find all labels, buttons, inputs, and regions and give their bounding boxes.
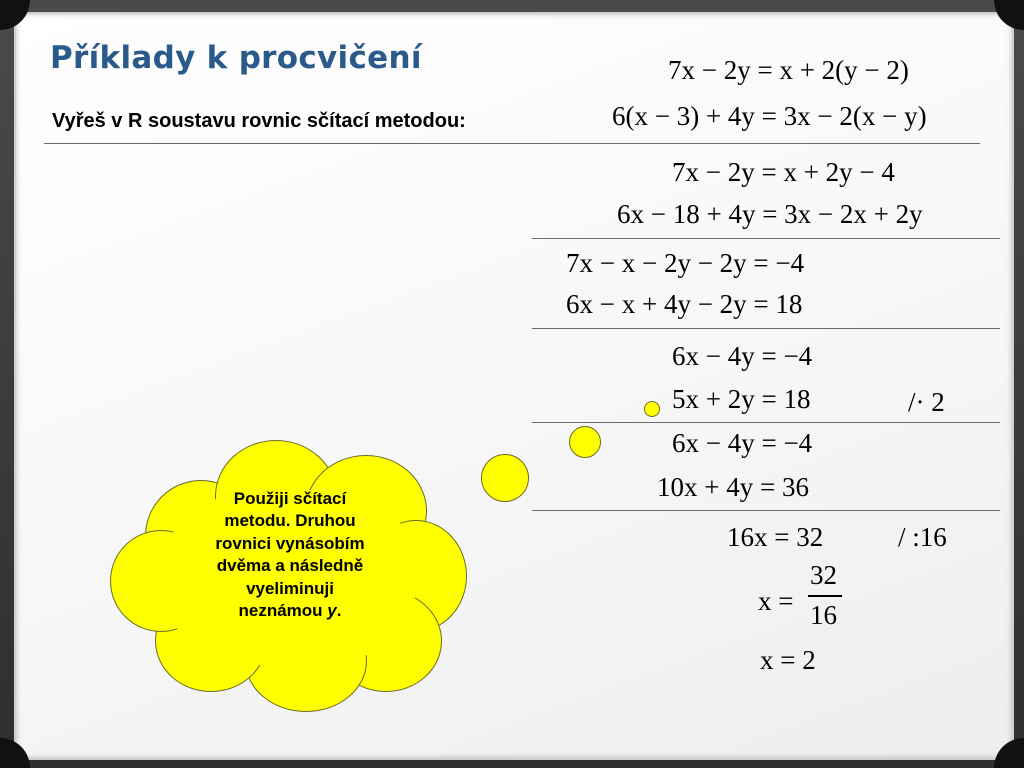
fraction-numerator: 32 bbox=[810, 560, 837, 590]
callout-text bbox=[105, 488, 475, 623]
callout-line: Použiji sčítací bbox=[233, 489, 347, 508]
step3-equation-1: 6x − 4y = −4 bbox=[672, 341, 813, 371]
system-equation-2: 6(x − 3) + 4y = 3x − 2(x − y) bbox=[612, 101, 927, 131]
callout-line: rovnici vynásobím bbox=[215, 533, 365, 553]
step2-equation-2: 6x − x + 4y − 2y = 18 bbox=[566, 289, 803, 319]
callout-line: dvěma a následně bbox=[216, 556, 364, 576]
step-divider bbox=[532, 422, 1000, 423]
callout-line-last bbox=[105, 600, 475, 622]
header-divider bbox=[44, 143, 980, 144]
step2-equation-1: 7x − x − 2y − 2y = −4 bbox=[566, 248, 805, 278]
callout-line: metodu. Druhou bbox=[224, 511, 356, 531]
cloud-callout bbox=[105, 430, 475, 720]
step3-equation-2: 5x + 2y = 18 bbox=[672, 384, 811, 414]
step1-equation-2: 6x − 18 + 4y = 3x − 2x + 2y bbox=[617, 199, 923, 229]
task-instruction: Vyřeš v R soustavu rovnic sčítací metodou: bbox=[52, 110, 466, 132]
system-equation-1: 7x − 2y = x + 2(y − 2) bbox=[668, 55, 909, 85]
step-divider bbox=[532, 238, 1000, 239]
step4-equation-1: 6x − 4y = −4 bbox=[672, 428, 813, 458]
multiply-operation: /· 2 bbox=[908, 387, 945, 417]
slide-title: Příklady k procvičení bbox=[50, 40, 422, 76]
fraction-equation bbox=[758, 560, 858, 632]
step1-equation-1: 7x − 2y = x + 2y − 4 bbox=[672, 157, 895, 187]
divide-operation: / :16 bbox=[898, 522, 947, 552]
step-divider bbox=[532, 328, 1000, 329]
thought-bubble-small bbox=[644, 401, 660, 417]
thought-bubble-medium bbox=[569, 426, 601, 458]
callout-line: vyeliminuji bbox=[246, 578, 334, 598]
sum-equation: 16x = 32 bbox=[727, 522, 824, 552]
result-equation: x = 2 bbox=[760, 645, 816, 675]
callout-last-prefix: neznámou bbox=[238, 601, 328, 621]
fraction-bar bbox=[808, 595, 842, 597]
step4-equation-2: 10x + 4y = 36 bbox=[657, 472, 809, 502]
callout-variable: y bbox=[327, 601, 337, 621]
thought-bubble-large bbox=[481, 454, 529, 502]
fraction-denominator: 16 bbox=[810, 600, 837, 630]
fraction-lhs: x = bbox=[758, 586, 794, 616]
callout-last-suffix: . bbox=[336, 601, 342, 621]
step-divider bbox=[532, 510, 1000, 511]
